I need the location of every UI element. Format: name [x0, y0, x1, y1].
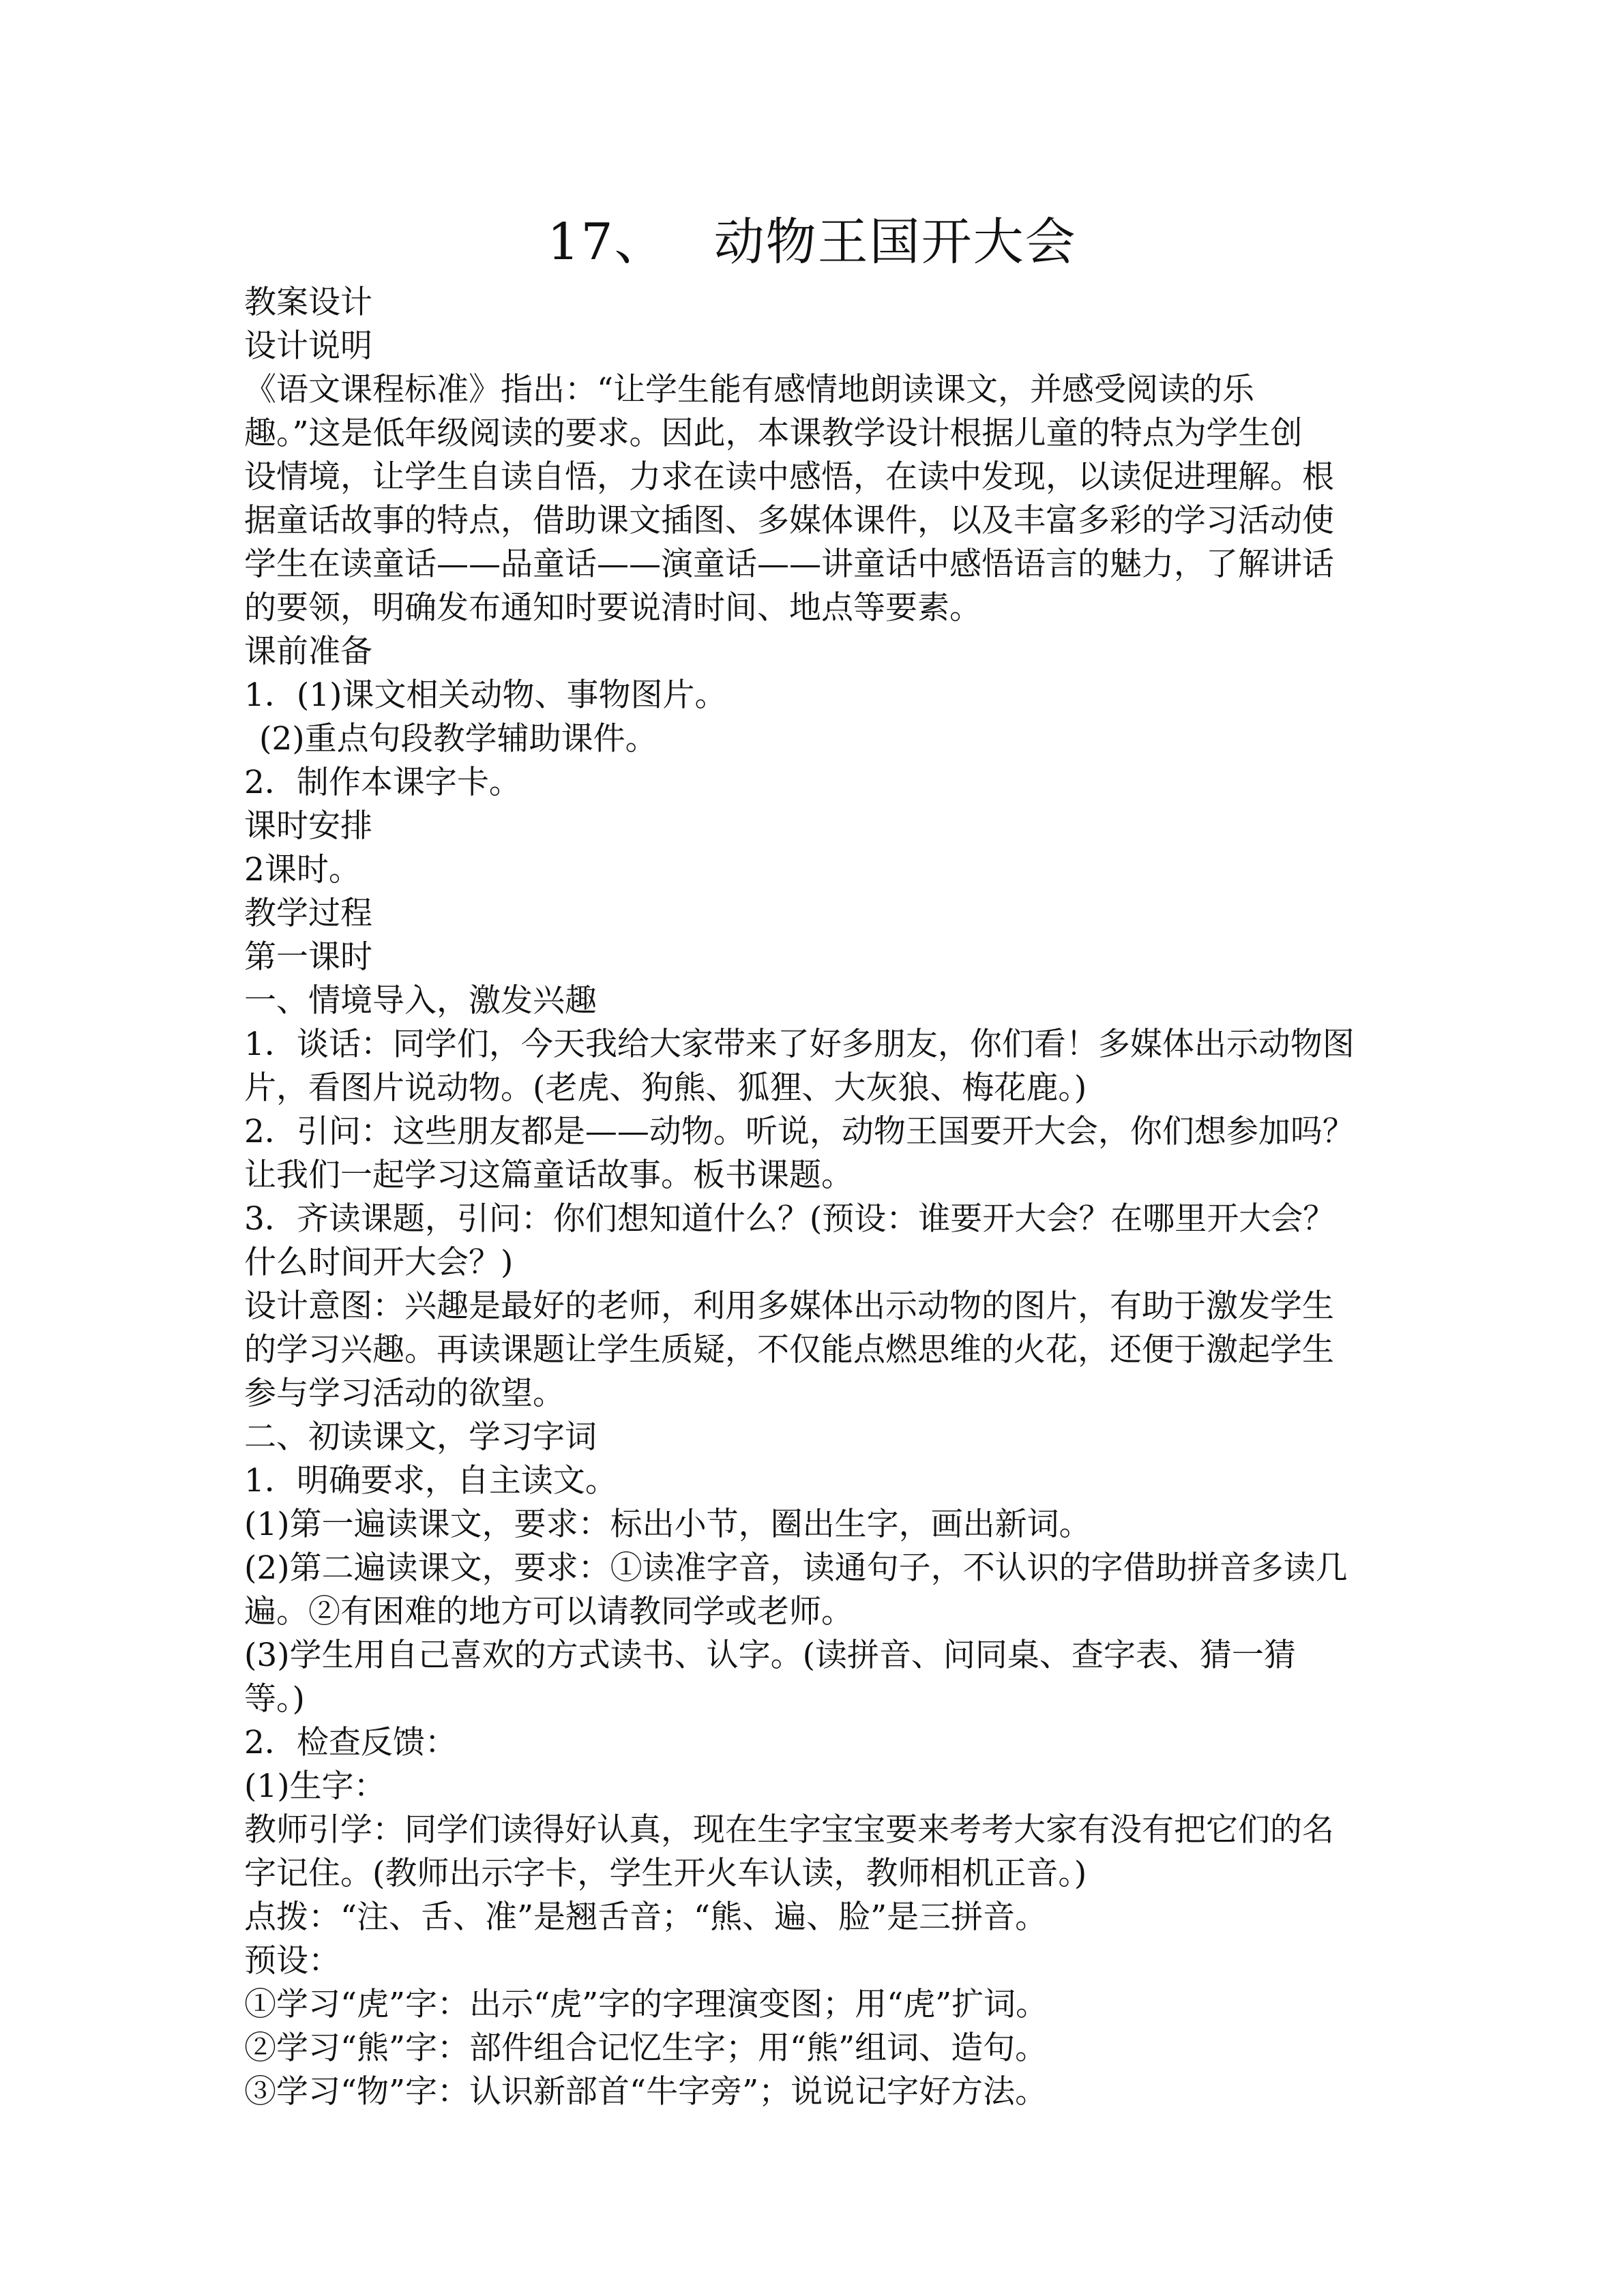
list-item: 让我们一起学习这篇童话故事。板书课题。 [244, 1157, 853, 1194]
section-heading: 设计说明 [244, 327, 372, 365]
section-heading: 课前准备 [244, 633, 372, 670]
list-item: (2)第二遍读课文，要求：①读准字音，读通句子，不认识的字借助拼音多读几 [244, 1549, 1348, 1587]
document-body [244, 281, 1390, 2114]
section-heading: 课时安排 [244, 807, 372, 845]
list-item: (3)学生用自己喜欢的方式读书、认字。(读拼音、问同桌、查字表、猜一猜 [244, 1637, 1296, 1674]
paragraph-line: 点拨：“注、舌、准”是翘舌音；“熊、遍、脸”是三拼音。 [244, 1898, 1048, 1936]
section-heading: 教学过程 [244, 895, 372, 932]
section-heading: 二、初读课文，学习字词 [244, 1418, 597, 1456]
section-heading: 第一课时 [244, 938, 372, 976]
paragraph-line: 参与学习活动的欲望。 [244, 1375, 565, 1412]
list-item: ①学习“虎”字：出示“虎”字的字理演变图；用“虎”扩词。 [244, 1986, 1048, 2023]
paragraph-line: 《语文课程标准》指出：“让学生能有感情地朗读课文，并感受阅读的乐 [244, 371, 1255, 408]
paragraph-line: 据童话故事的特点，借助课文插图、多媒体课件，以及丰富多彩的学习活动使 [244, 502, 1334, 539]
paragraph-line: 教师引学：同学们读得好认真，现在生字宝宝要来考考大家有没有把它们的名 [244, 1811, 1334, 1849]
paragraph-line: 字记住。(教师出示字卡，学生开火车认读，教师相机正音。) [244, 1855, 1087, 1892]
title-text: 动物王国开大会 [713, 213, 1077, 271]
list-item: (1)生字： [244, 1768, 386, 1805]
paragraph-line: 2课时。 [244, 851, 361, 889]
list-item: 片，看图片说动物。(老虎、狗熊、狐狸、大灰狼、梅花鹿。) [244, 1069, 1087, 1107]
list-item: 2．检查反馈： [244, 1724, 457, 1761]
title-number: 17、 [547, 213, 666, 271]
paragraph-line: 设计意图：兴趣是最好的老师，利用多媒体出示动物的图片，有助于激发学生 [244, 1287, 1334, 1325]
list-item: 什么时间开大会？) [244, 1244, 514, 1281]
paragraph-line: 的要领，明确发布通知时要说清时间、地点等要素。 [244, 589, 981, 627]
list-item: 1．明确要求，自主读文。 [244, 1462, 617, 1500]
paragraph-line: 趣。”这是低年级阅读的要求。因此，本课教学设计根据儿童的特点为学生创 [244, 415, 1303, 452]
paragraph-line: 学生在读童话——品童话——演童话——讲童话中感悟语言的魅力，了解讲话 [244, 546, 1334, 583]
section-heading: 一、情境导入，激发兴趣 [244, 982, 597, 1019]
paragraph-line: 预设： [244, 1942, 340, 1980]
list-item: (2)重点句段教学辅助课件。 [259, 720, 658, 758]
list-item: 3．齐读课题，引问：你们想知道什么？(预设：谁要开大会？在哪里开大会？ [244, 1200, 1335, 1238]
list-item: 等。) [244, 1680, 305, 1718]
list-item: 2．引问：这些朋友都是——动物。听说，动物王国要开大会，你们想参加吗？ [244, 1113, 1355, 1150]
list-item: 1．谈话：同学们，今天我给大家带来了好多朋友，你们看！多媒体出示动物图 [244, 1026, 1355, 1063]
list-item: (1)第一遍读课文，要求：标出小节，圈出生字，画出新词。 [244, 1506, 1091, 1543]
list-item: 1．(1)课文相关动物、事物图片。 [244, 676, 727, 714]
list-item: 遍。②有困难的地方可以请教同学或老师。 [244, 1593, 853, 1630]
section-heading: 教案设计 [244, 284, 372, 321]
paragraph-line: 的学习兴趣。再读课题让学生质疑，不仅能点燃思维的火花，还便于激起学生 [244, 1331, 1334, 1369]
list-item: ③学习“物”字：认识新部首“牛字旁”；说说记字好方法。 [244, 2073, 1048, 2111]
paragraph-line: 设情境，让学生自读自悟，力求在读中感悟，在读中发现，以读促进理解。根 [244, 458, 1334, 496]
list-item: 2．制作本课字卡。 [244, 764, 521, 801]
document-title [0, 205, 1624, 280]
list-item: ②学习“熊”字：部件组合记忆生字；用“熊”组词、造句。 [244, 2029, 1048, 2067]
